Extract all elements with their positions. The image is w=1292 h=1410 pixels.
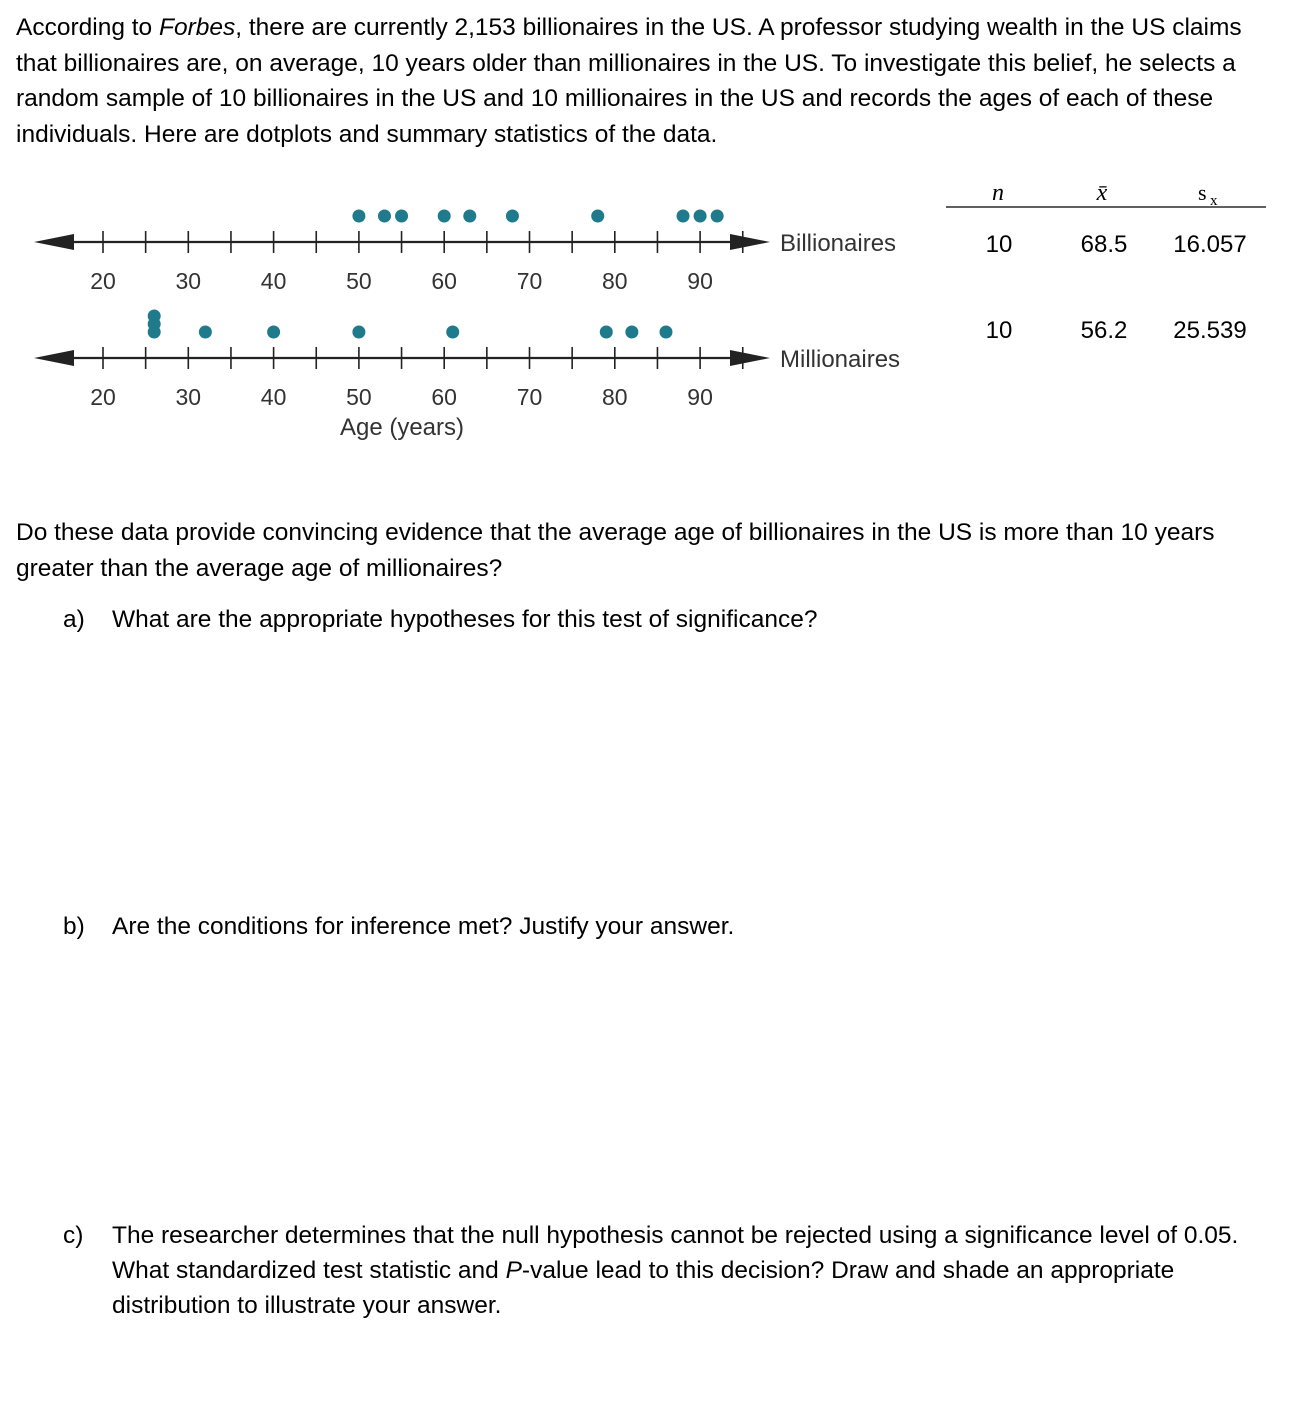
millionaires-left-arrow (34, 350, 74, 366)
stats-header-n: n (992, 180, 1004, 206)
millionaires-mean: 56.2 (1080, 317, 1128, 344)
stats-header-sd-sub: x (1210, 193, 1218, 209)
part-a-text: What are the appropriate hypotheses for this test of significance? (112, 606, 818, 633)
billionaires-tick-label: 50 (346, 268, 372, 294)
billionaires-n: 10 (985, 231, 1013, 258)
billionaires-data-dot (677, 210, 690, 223)
billionaires-data-dot (711, 210, 724, 223)
stats-header-sd: s (1198, 180, 1207, 205)
millionaires-sd: 25.539 (1173, 317, 1247, 344)
stats-header-mean: x̄ (1096, 180, 1108, 206)
millionaires-tick-label: 70 (516, 384, 543, 410)
millionaires-tick-label: 60 (431, 384, 457, 410)
main-question: Do these data provide convincing evidence that the average age of billionaires in the US is more than 10 years greater than the average age of millionaires? (16, 519, 1215, 582)
billionaires-data-dot (463, 210, 476, 223)
millionaires-data-dot (625, 326, 638, 339)
part-b-label: b) (63, 913, 85, 940)
billionaires-right-arrow (730, 234, 770, 250)
millionaires-n: 10 (985, 317, 1013, 344)
millionaires-tick-label: 90 (687, 384, 713, 410)
p-value-letter: P (505, 1257, 522, 1284)
billionaires-tick-label: 90 (687, 268, 713, 294)
millionaires-data-dot (600, 326, 613, 339)
part-c-label: c) (63, 1222, 84, 1249)
billionaires-tick-label: 20 (90, 268, 116, 294)
billionaires-left-arrow (34, 234, 74, 250)
billionaires-data-dot (352, 210, 365, 223)
x-axis-title: Age (years) (339, 414, 465, 441)
millionaires-tick-label: 20 (90, 384, 116, 410)
intro-text-1: According to (16, 14, 159, 41)
millionaires-tick-label: 40 (260, 384, 287, 410)
billionaires-mean: 68.5 (1080, 231, 1128, 258)
billionaires-sd: 16.057 (1173, 231, 1247, 258)
millionaires-data-dot (267, 326, 280, 339)
billionaires-tick-label: 30 (175, 268, 202, 294)
millionaires-data-dot (446, 326, 459, 339)
intro-text-2: , there are currently 2,153 billionaires in the US. A professor studying wealth in the US claims that billionaires are, on average, 10 years older than millionaires in the US. To investigate this belief, he selects a random sample of 10 billionaires in the US and 10 millionaires in the US and records the ages of each of these individuals. Here are dotplots and summary statistics of the data. (16, 14, 1242, 148)
billionaires-data-dot (694, 210, 707, 223)
billionaires-data-dot (591, 210, 604, 223)
millionaires-right-arrow (730, 350, 770, 366)
dotplot-figure (0, 0, 1292, 470)
millionaires-axis-label: Millionaires (780, 346, 901, 373)
billionaires-tick-label: 60 (431, 268, 457, 294)
billionaires-axis-label: Billionaires (780, 230, 897, 257)
source-name: Forbes (159, 14, 236, 41)
millionaires-data-dot (659, 326, 672, 339)
millionaires-tick-label: 80 (602, 384, 628, 410)
millionaires-data-dot (148, 310, 161, 323)
billionaires-tick-label: 70 (516, 268, 543, 294)
millionaires-axis (34, 310, 900, 411)
billionaires-data-dot (506, 210, 519, 223)
part-c-text (112, 1218, 1252, 1323)
billionaires-axis (34, 210, 896, 295)
part-a-label: a) (63, 606, 85, 633)
millionaires-tick-label: 50 (346, 384, 372, 410)
billionaires-tick-label: 80 (602, 268, 628, 294)
millionaires-data-dot (199, 326, 212, 339)
billionaires-tick-label: 40 (260, 268, 287, 294)
millionaires-tick-label: 30 (175, 384, 202, 410)
billionaires-data-dot (378, 210, 391, 223)
part-c-text-2: -value lead to this decision? Draw and shade an appropriate distribution to illustrate your answer. (112, 1257, 1175, 1319)
billionaires-data-dot (438, 210, 451, 223)
billionaires-data-dot (395, 210, 408, 223)
millionaires-data-dot (352, 326, 365, 339)
part-c-text-1: The researcher determines that the null hypothesis cannot be rejected using a significance level of 0.05. What standardized test statistic and (112, 1222, 1239, 1284)
part-b-text: Are the conditions for inference met? Justify your answer. (112, 913, 735, 940)
